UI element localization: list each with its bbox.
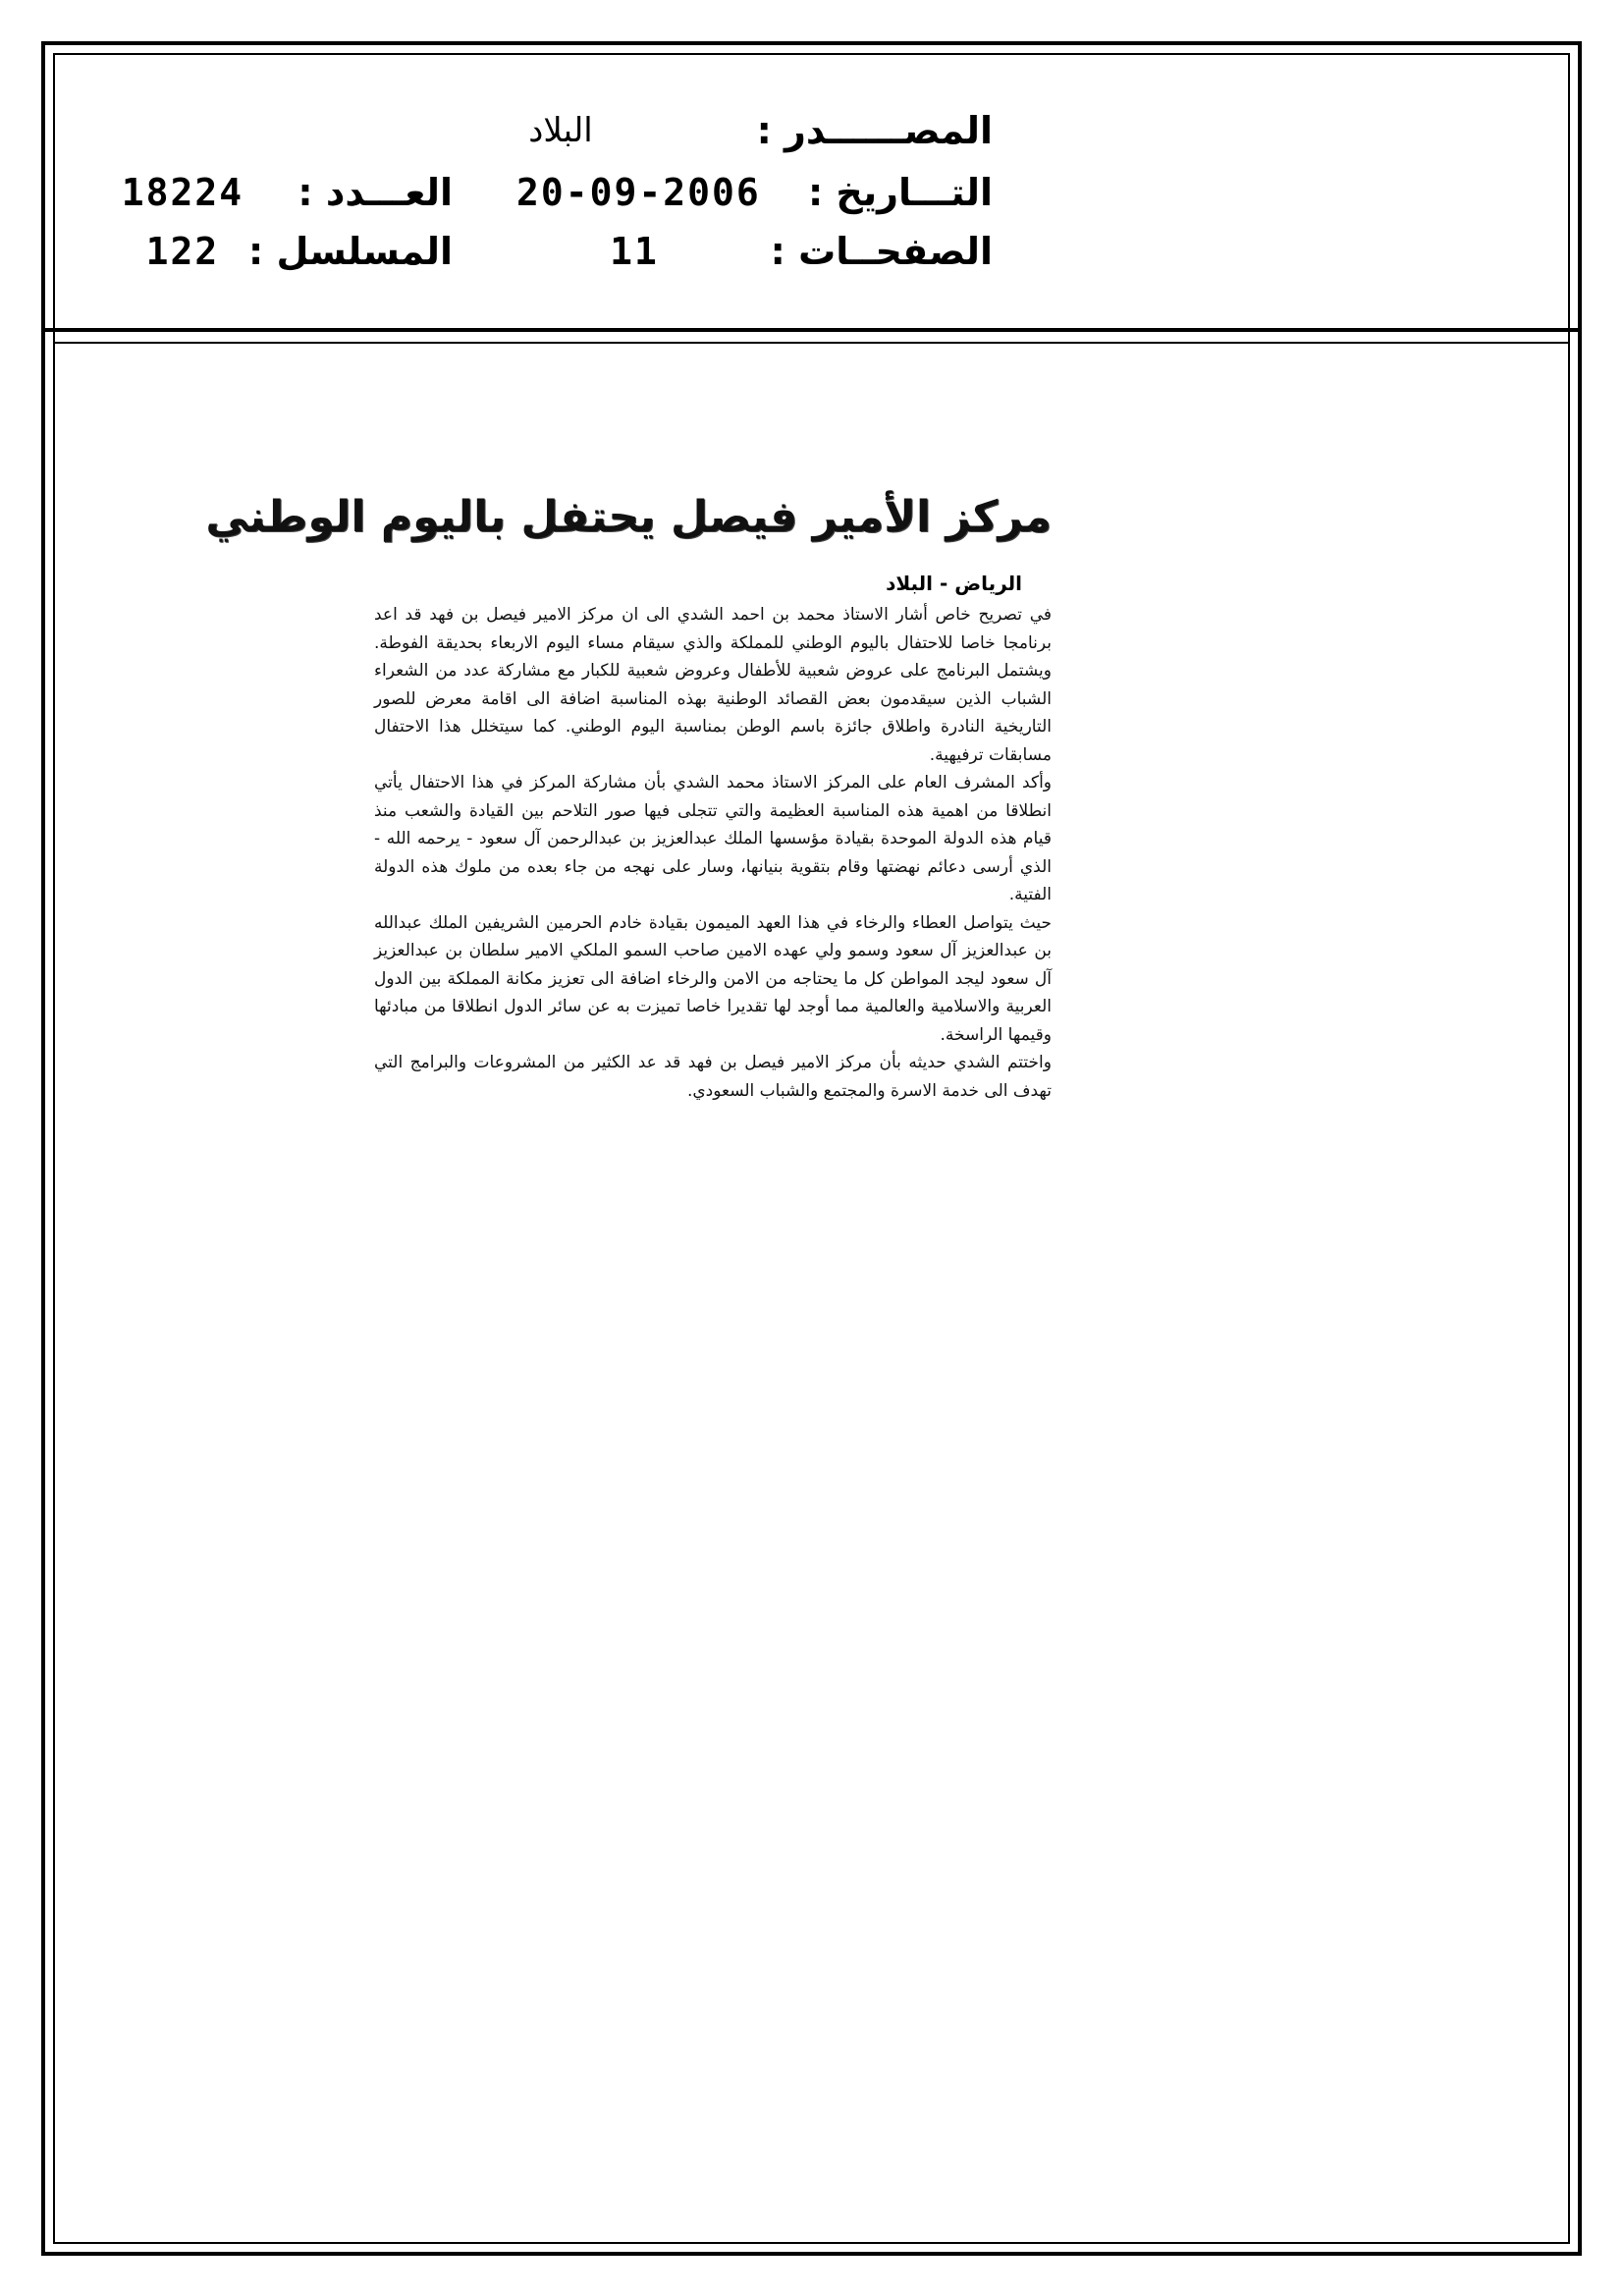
pages-label: الصفحــات : bbox=[770, 230, 993, 273]
date-value: 20-09-2006 bbox=[516, 171, 761, 214]
clipping-header bbox=[55, 55, 1568, 328]
article-clipping bbox=[205, 492, 1052, 1105]
serial-value: 122 bbox=[145, 230, 220, 273]
page-frame bbox=[41, 41, 1582, 2256]
source-row bbox=[55, 109, 1568, 168]
date-row bbox=[55, 171, 1568, 230]
pages-value: 11 bbox=[610, 230, 659, 273]
header-divider-thin bbox=[55, 342, 1568, 344]
header-divider-thick bbox=[45, 328, 1578, 332]
pages-row bbox=[55, 230, 1568, 289]
issue-label: العـــدد : bbox=[298, 171, 453, 214]
date-label: التـــاريخ : bbox=[808, 171, 993, 214]
article-paragraph: واختتم الشدي حديثه بأن مركز الامير فيصل بن فهد قد عد الكثير من المشروعات والبرامج التي تهدف الى خدمة الاسرة والمجتمع والشباب السعودي. bbox=[374, 1053, 1052, 1101]
inner-frame bbox=[53, 53, 1570, 2244]
article-headline: مركز الأمير فيصل يحتفل باليوم الوطني bbox=[205, 492, 1052, 542]
issue-value: 18224 bbox=[121, 171, 244, 214]
article-paragraph: في تصريح خاص أشار الاستاذ محمد بن احمد الشدي الى ان مركز الامير فيصل بن فهد قد اعد برنامجا خاصا للاحتفال باليوم الوطني للمملكة والذي سيقام مساء اليوم الاربعاء بحديقة الفوطة. ويشتمل البرنامج على عروض شعبية للأطفال وعروض شعبية للكبار مع مشاركة عدد من الشعراء الشباب الذين سيقدمون بعض القصائد الوطنية بهذه المناسبة اضافة الى اقامة معرض للصور التاريخية النادرة واطلاق جائزة باسم الوطن بمناسبة اليوم الوطني. كما سيتخلل هذا الاحتفال مسابقات ترفيهية. bbox=[374, 605, 1052, 765]
serial-label: المسلسل : bbox=[248, 230, 453, 273]
article-paragraph: حيث يتواصل العطاء والرخاء في هذا العهد الميمون بقيادة خادم الحرمين الشريفين الملك عبدالله بن عبدالعزيز آل سعود وسمو ولي عهده الامين صاحب السمو الملكي الامير سلطان بن عبدالعزيز آل سعود ليجد المواطن كل ما يحتاجه من الامن والرخاء اضافة الى تعزيز مكانة المملكة بين الدول العربية والاسلامية والعالمية مما أوجد لها تقديرا خاصا تميزت به عن سائر الدول انطلاقا من مبادئها وقيمها الراسخة. bbox=[374, 912, 1052, 1045]
article-byline: الرياض - البلاد bbox=[886, 572, 1022, 595]
source-label: المصــــــدر : bbox=[756, 109, 993, 152]
source-value: البلاد bbox=[528, 111, 593, 150]
article-paragraph: وأكد المشرف العام على المركز الاستاذ محمد الشدي بأن مشاركة المركز في هذا الاحتفال يأتي انطلاقا من اهمية هذه المناسبة العظيمة والتي تتجلى فيها صور التلاحم بين القيادة والشعب منذ قيام هذه الدولة الموحدة بقيادة مؤسسها الملك عبدالعزيز بن عبدالرحمن آل سعود - يرحمه الله - الذي أرسى دعائم نهضتها وقام بتقوية بنيانها، وسار على نهجه من جاء بعده من ملوك هذه الدولة الفتية. bbox=[374, 773, 1052, 904]
